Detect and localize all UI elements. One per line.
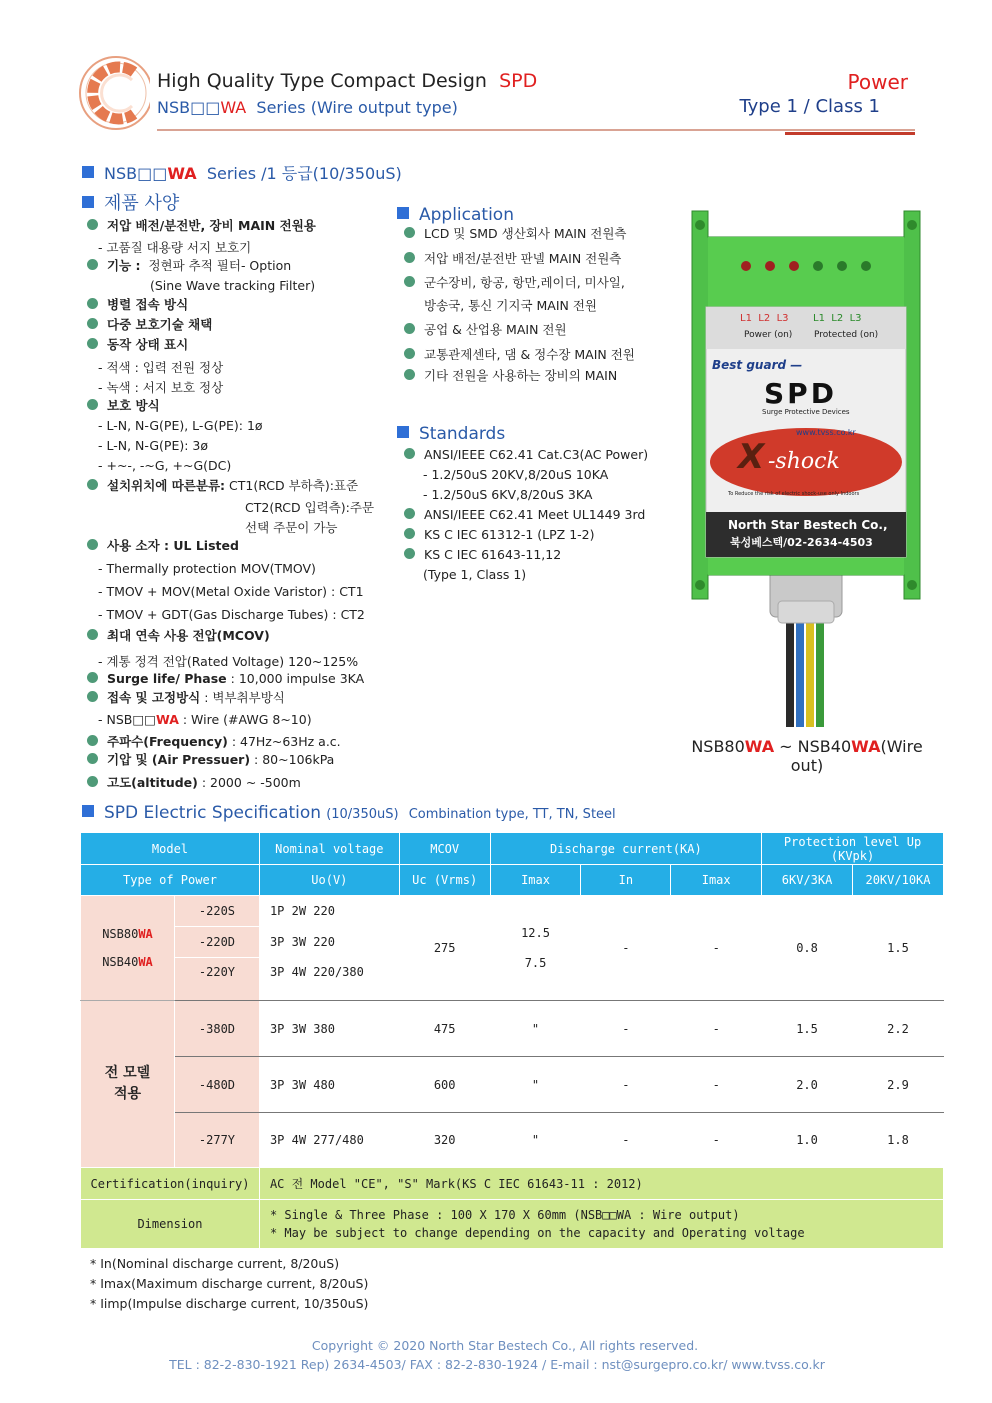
table-row [81, 1113, 944, 1168]
spec-sub: - 계통 정격 전압(Rated Voltage) 120~125% [98, 654, 359, 669]
table-cell: 475 [399, 1001, 490, 1057]
list-item: - 1.2/50uS 20KV,8/20uS 10KA [423, 467, 609, 482]
dot-bullet-icon [87, 776, 98, 787]
model-cell: NSB80WA NSB40WA [81, 896, 175, 1001]
spec-item: 동작 상태 표시 [87, 338, 188, 352]
header-series: NSB□□WA Series (Wire output type) [157, 98, 458, 117]
spec-sub: - 적색 : 입력 전원 정상 [98, 360, 224, 375]
spec-item: 고도(altitude) : 2000 ~ -500m [87, 776, 301, 790]
table-header: Uo(V) [259, 865, 399, 896]
dot-bullet-icon [87, 539, 98, 550]
table-cell: 600 [399, 1057, 490, 1113]
table-cell: 0.8 [762, 896, 853, 1001]
table-cell: 2.2 [853, 1001, 944, 1057]
list-item: KS C IEC 61643-11,12 [404, 547, 561, 562]
spec-item: 주파수(Frequency) : 47Hz~63Hz a.c. [87, 735, 341, 749]
table-cell: 3P 3W 380 [259, 1001, 399, 1057]
dot-bullet-icon [404, 508, 415, 519]
table-cell: 1.5 [853, 896, 944, 1001]
list-item: - 1.2/50uS 6KV,8/20uS 3KA [423, 487, 593, 502]
spec-sub: - 고품질 대용량 서지 보호기 [98, 240, 252, 255]
table-cell: 12.5 7.5 [490, 896, 581, 1001]
table-cell: - [671, 896, 762, 1001]
dot-bullet-icon [404, 348, 415, 359]
list-item: 방송국, 통신 기지국 MAIN 전원 [424, 298, 597, 313]
table-cell: 3P 4W 220/380 [259, 958, 399, 1001]
dot-bullet-icon [404, 448, 415, 459]
square-bullet-icon [82, 196, 94, 208]
table-cell: 3P 3W 480 [259, 1057, 399, 1113]
product-photo [688, 207, 924, 727]
dot-bullet-icon [87, 318, 98, 329]
photo-caption: NSB80WA ~ NSB40WA(Wire out) [691, 737, 923, 776]
table-cell: - [671, 1057, 762, 1113]
list-item: 기타 전원을 사용하는 장비의 MAIN [404, 366, 617, 384]
table-header-row [81, 833, 944, 865]
spec-item: 기능 : 정현파 추적 필터- Option [87, 259, 291, 273]
table-cell: -220Y [174, 958, 259, 1001]
header-type-class: Type 1 / Class 1 [739, 96, 880, 117]
list-item: 군수장비, 항공, 항만,레이더, 미사일, [404, 273, 625, 291]
footnote: * Iimp(Impulse discharge current, 10/350uS) [90, 1296, 369, 1311]
best-guard-label: Best guard — [712, 358, 803, 372]
square-bullet-icon [82, 166, 94, 178]
spec-title: 제품 사양 [82, 189, 179, 215]
table-cell: 1P 2W 220 [259, 896, 399, 927]
led-label-red: L1 L2 L3 [740, 313, 789, 324]
table-header-row [81, 865, 944, 896]
dot-bullet-icon [87, 338, 98, 349]
table-header: Imax [671, 865, 762, 896]
dimension-row [81, 1200, 944, 1249]
spec-item: 최대 연속 사용 전압(MCOV) [87, 629, 270, 643]
spec-item: 병렬 접속 방식 [87, 298, 188, 312]
list-item: LCD 및 SMD 생산회사 MAIN 전원측 [404, 224, 627, 242]
table-header: Model [81, 833, 260, 865]
table-header: 20KV/10KA [853, 865, 944, 896]
dot-bullet-icon [404, 528, 415, 539]
spec-table [80, 832, 944, 1249]
spec-sub: - L-N, N-G(PE), L-G(PE): 1ø [98, 418, 263, 433]
list-item: ANSI/IEEE C62.41 Cat.C3(AC Power) [404, 447, 648, 462]
table-cell: - [581, 1113, 671, 1168]
spec-item: 접속 및 고정방식 : 벽부취부방식 [87, 691, 285, 705]
spec-sub: - NSB□□WA : Wire (#AWG 8~10) [98, 712, 312, 727]
table-cell: 320 [399, 1113, 490, 1168]
dot-bullet-icon [87, 479, 98, 490]
spec-item: 사용 소자 : UL Listed [87, 539, 239, 553]
square-bullet-icon [397, 207, 409, 219]
table-header: Nominal voltage [259, 833, 399, 865]
table-header: Uc (Vrms) [399, 865, 490, 896]
spec-item: 보호 방식 [87, 399, 160, 413]
table-row [81, 896, 944, 927]
xshock-label: -shock [768, 449, 840, 474]
dot-bullet-icon [87, 735, 98, 746]
table-header: MCOV [399, 833, 490, 865]
list-item: 교통관제센타, 댐 & 정수장 MAIN 전원 [404, 345, 635, 363]
square-bullet-icon [82, 805, 94, 817]
spd-sub-label: Surge Protective Devices [762, 408, 850, 416]
table-cell: " [490, 1113, 581, 1168]
spec-item: 다중 보호기술 채택 [87, 318, 212, 332]
table-cell: -220S [174, 896, 259, 927]
table-header: In [581, 865, 671, 896]
table-cell: - [671, 1113, 762, 1168]
spec-sub: - L-N, N-G(PE): 3ø [98, 438, 209, 453]
spec-item: 저압 배전/분전반, 장비 MAIN 전원용 [87, 219, 316, 233]
spec-item: Surge life/ Phase : 10,000 impulse 3KA [87, 672, 364, 686]
list-item: KS C IEC 61312-1 (LPZ 1-2) [404, 527, 595, 542]
dot-bullet-icon [87, 259, 98, 270]
table-cell: " [490, 1001, 581, 1057]
table-cell: -220D [174, 927, 259, 958]
header-rule-accent [785, 132, 915, 135]
standards-title: Standards [397, 424, 505, 444]
product-company: North Star Bestech Co., [728, 518, 888, 532]
footer-copyright: Copyright © 2020 North Star Bestech Co., All rights reserved. [311, 1338, 699, 1353]
xshock-x: X [738, 437, 765, 477]
spec-item: 설치위치에 따른분류: CT1(RCD 부하측):표준 [87, 479, 358, 493]
footer-contact: TEL : 82-2-830-1921 Rep) 2634-4503/ FAX : 82-2-830-1924 / E-mail : nst@surgepro.co.kr/ www.tvss.co.kr [169, 1357, 825, 1372]
dot-bullet-icon [87, 629, 98, 640]
table-header: Type of Power [81, 865, 260, 896]
table-cell: 3P 3W 220 [259, 927, 399, 958]
table-row [81, 1057, 944, 1113]
table-cell: " [490, 1057, 581, 1113]
table-row [81, 1001, 944, 1057]
table-cell: -480D [174, 1057, 259, 1113]
spd-label: SPD [764, 377, 837, 410]
square-bullet-icon [397, 426, 409, 438]
product-note: To Reduce the risk of electric shock-use only Indoors [728, 491, 860, 497]
table-cell: 2.0 [762, 1057, 853, 1113]
table-cell: 1.0 [762, 1113, 853, 1168]
table-cell: 2.9 [853, 1057, 944, 1113]
spec-sub: - TMOV + MOV(Metal Oxide Varistor) : CT1 [98, 584, 364, 599]
table-header: Discharge current(KA) [490, 833, 762, 865]
spec-sub: - Thermally protection MOV(TMOV) [98, 561, 316, 576]
list-item: (Type 1, Class 1) [423, 567, 527, 582]
dot-bullet-icon [87, 219, 98, 230]
product-company-kr: 북성베스텍/02-2634-4503 [730, 536, 873, 549]
spec-sub: (Sine Wave tracking Filter) [150, 278, 316, 293]
dot-bullet-icon [404, 548, 415, 559]
table-cell: 1.5 [762, 1001, 853, 1057]
dot-bullet-icon [404, 227, 415, 238]
table-cell: 275 [399, 896, 490, 1001]
list-item: 저압 배전/분전반 판넬 MAIN 전원측 [404, 249, 621, 267]
header-title-spd: SPD [499, 70, 538, 92]
dot-bullet-icon [404, 276, 415, 287]
company-logo [76, 50, 150, 136]
header-rule [157, 129, 915, 131]
table-cell: 3P 4W 277/480 [259, 1113, 399, 1168]
dot-bullet-icon [87, 672, 98, 683]
header-power: Power [847, 70, 908, 94]
product-url: www.tvss.co.kr [796, 428, 856, 437]
table-header: Protection level Up (KVpk) [762, 833, 944, 865]
list-item: 공업 & 산업용 MAIN 전원 [404, 320, 567, 338]
spec-item: 기압 및 (Air Pressuer) : 80~106kPa [87, 753, 334, 767]
spec-sub: 선택 주문이 가능 [245, 520, 338, 535]
spec-sub: - +~-, -~G, +~G(DC) [98, 458, 232, 473]
certification-row [81, 1168, 944, 1200]
dot-bullet-icon [404, 252, 415, 263]
list-item: ANSI/IEEE C62.41 Meet UL1449 3rd [404, 507, 645, 522]
all-model-cell: 전 모델 적용 [81, 1001, 175, 1168]
table-cell: - [581, 1001, 671, 1057]
table-cell: - [581, 896, 671, 1001]
dot-bullet-icon [404, 323, 415, 334]
certification-label: Certification(inquiry) [81, 1168, 260, 1200]
footnote: * Imax(Maximum discharge current, 8/20uS) [90, 1276, 369, 1291]
spec-sub: - TMOV + GDT(Gas Discharge Tubes) : CT2 [98, 607, 365, 622]
dot-bullet-icon [87, 298, 98, 309]
led-label-green: L1 L2 L3 [813, 313, 862, 324]
certification-text: AC 전 Model "CE", "S" Mark(KS C IEC 61643-11 : 2012) [259, 1168, 943, 1200]
series-title: NSB□□WA Series /1 등급(10/350uS) [82, 161, 402, 184]
table-header: 6KV/3KA [762, 865, 853, 896]
dot-bullet-icon [404, 369, 415, 380]
dimension-label: Dimension [81, 1200, 260, 1249]
power-on-label: Power (on) [744, 330, 793, 340]
header-title: High Quality Type Compact Design SPD [157, 70, 538, 92]
protected-on-label: Protected (on) [814, 330, 879, 340]
table-cell: - [581, 1057, 671, 1113]
dot-bullet-icon [87, 753, 98, 764]
table-cell: - [671, 1001, 762, 1057]
dot-bullet-icon [87, 691, 98, 702]
application-title: Application [397, 205, 514, 225]
dimension-text: * Single & Three Phase : 100 X 170 X 60mm (NSB□□WA : Wire output) * May be subject to change depending on the capacity and Operating voltage [259, 1200, 943, 1249]
footnote: * In(Nominal discharge current, 8/20uS) [90, 1256, 340, 1271]
table-cell: -380D [174, 1001, 259, 1057]
spec-sub: CT2(RCD 입력측):주문 [245, 500, 375, 515]
table-header: Imax [490, 865, 581, 896]
electric-spec-title: SPD Electric Specification (10/350uS) Combination type, TT, TN, Steel [82, 803, 616, 823]
table-cell: -277Y [174, 1113, 259, 1168]
spec-sub: - 녹색 : 서지 보호 정상 [98, 380, 224, 395]
table-cell: 1.8 [853, 1113, 944, 1168]
dot-bullet-icon [87, 399, 98, 410]
